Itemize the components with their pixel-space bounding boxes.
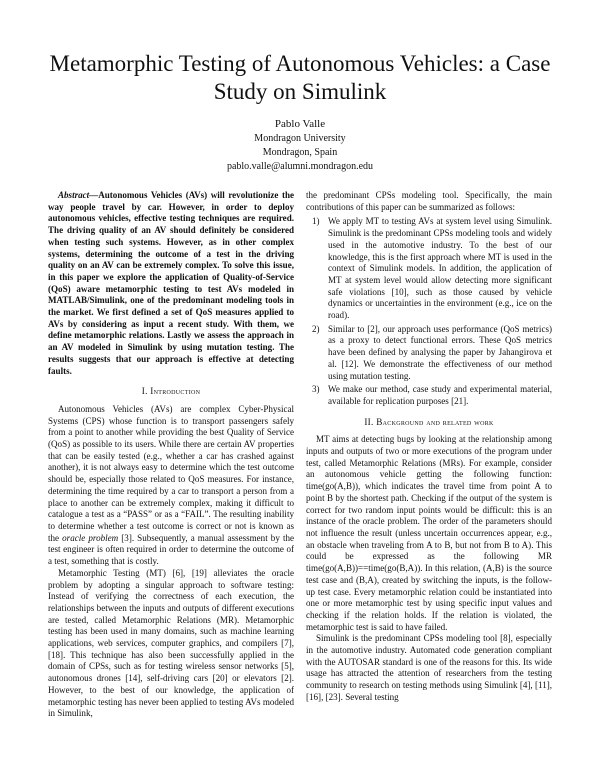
list-item-number: 3) xyxy=(312,384,320,395)
list-item-number: 2) xyxy=(312,323,320,334)
intro-p1-text-a: Autonomous Vehicles (AVs) are complex Cyber-Physical Systems (CPS) whose function is to transport passengers safely from a point to another while providing the best Quality of Service (QoS) as possible to its users. While there are certain AV properties that can be easily tested (e.g., whether a car has crashed against another), it is not always easy to determine which the test outcome should be, especially those related to QoS measures. For instance, determining the time required by a car to transport a person from a place to another can be extremely complex, making it difficult to catalogue a test as a “PASS” or as a “FAIL”. The resulting inability to determine whether a test outcome is correct or not is known as the xyxy=(48,403,294,543)
author-email: pablo.valle@alumni.mondragon.edu xyxy=(226,161,374,172)
background-paragraph-1: MT aims at detecting bugs by looking at the relationship among inputs and outputs of two or more executions of the program under test, called Metamorphic Relations (MRs). For example, consider an autonomous vehicle getting the following function: time(go(A,B)), which indicates the travel time from point A to point B by the shortest path. Checking if the output of the system is correct for two random input points would be difficult: this is an instance of the oracle problem. The order of the parameters should not influence the result (unless uncertain occurrences appear, e.g., an obstacle when traveling from A to B, but not from B to A). This could be expressed as the following MR time(go(A,B))==time(go(B,A)). In this relation, (A,B) is the source test case and (B,A), created by switching the inputs, is the follow-up test case. Every metamorphic relation could be instantiated into one or more metamorphic test by using specific input values and checking if the relation holds. If the relation is violated, the metamorphic test is said to have failed. xyxy=(306,434,552,632)
intro-paragraph-2: Metamorphic Testing (MT) [6], [19] alleviates the oracle problem by adopting a singular approach to software testing: Instead of verifying the correctness of each execution, the relationships between the inputs and outputs of different executions are tested, called Metamorphic Relations (MR). Metamorphic testing has been used in many domains, such as machine learning applications, web services, computer graphics, and compilers [7], [18]. This technique has also been successfully applied in the domain of CPSs, such as for testing wireless sensor networks [5], autonomous drones [14], self-driving cars [20] or elevators [2]. However, to the best of our knowledge, the application of metamorphic testing has never been applied to testing AVs modeled in Simulink, xyxy=(48,567,294,719)
author-name: Pablo Valle xyxy=(274,118,326,130)
intro-paragraph-3: the predominant CPSs modeling tool. Specifically, the main contributions of this paper can be summarized as follows: xyxy=(306,190,552,212)
list-item-text: Similar to [2], our approach uses performance (QoS metrics) as a proxy to detect functional errors. These QoS metrics have been defined by analysing the paper by Jahangirova et al. [12]. We demonstrate the effectiveness of our method using mutation testing. xyxy=(328,323,552,381)
left-column xyxy=(48,190,294,720)
right-column xyxy=(306,190,552,704)
list-item-text: We apply MT to testing AVs at system level using Simulink. Simulink is the predominant CPSs modeling tools and widely used in the automotive industry. To the best of our knowledge, this is the first approach where MT is used in the context of Simulink models. In addition, the application of MT at system level would allow detecting more significant safe violations [10], such as those caused by vehicle dynamics or uncertainties in the environment (e.g., ice on the road). xyxy=(328,216,552,321)
list-item-text: We make our method, case study and experimental material, available for replication purposes [21]. xyxy=(328,384,552,406)
intro-p1-emphasis: oracle problem xyxy=(62,532,119,543)
author-location: Mondragon, Spain xyxy=(262,147,338,158)
section-heading-background: II. Background and related work xyxy=(364,416,494,427)
intro-paragraph-1 xyxy=(48,404,294,568)
abstract xyxy=(48,190,294,377)
contributions-list xyxy=(306,216,552,407)
list-item-number: 1) xyxy=(312,216,320,227)
author-affiliation: Mondragon University xyxy=(254,133,346,144)
list-item xyxy=(306,384,552,407)
intro-p1-text-b: [3]. Subsequently, a manual assessment by the test engineer is often required in order to determine the outcome of a test, something that is costly. xyxy=(48,532,294,567)
list-item xyxy=(306,216,552,321)
section-heading-introduction: I. Introduction xyxy=(141,386,201,397)
list-item xyxy=(306,324,552,383)
background-paragraph-2: Simulink is the predominant CPSs modeling tool [8], especially in the automotive industry. Automated code generation compliant with the AUTOSAR standard is one of the reasons for this. Its wide usage has attracted the attention of researchers from the testing community to research on testing methods using Simulink [4], [11], [16], [23]. Several testing xyxy=(306,633,552,702)
abstract-lead: Abstract xyxy=(58,190,90,200)
author-block xyxy=(100,117,500,174)
paper-title: Metamorphic Testing of Autonomous Vehicles: a Case Study on Simulink xyxy=(49,51,551,104)
abstract-text: —Autonomous Vehicles (AVs) will revolutionize the way people travel by car. However, in order to deploy autonomous vehicles, effective testing techniques are required. The driving quality of an AV should definitely be considered when testing such systems. However, as in other complex systems, determining the outcome of a test in the driving quality on an AV can be extremely complex. To solve this issue, in this paper we explore the application of Quality-of-Service (QoS) aware metamorphic testing to test AVs modeled in MATLAB/Simulink, one of the predominant modeling tools in the market. We first defined a set of QoS measures applied to AVs by considering as input a recent study. With them, we define metamorphic relations. Lastly we assess the approach in an AV modeled in Simulink by using mutation testing. The results suggests that our approach is effective at detecting faults. xyxy=(48,190,294,376)
